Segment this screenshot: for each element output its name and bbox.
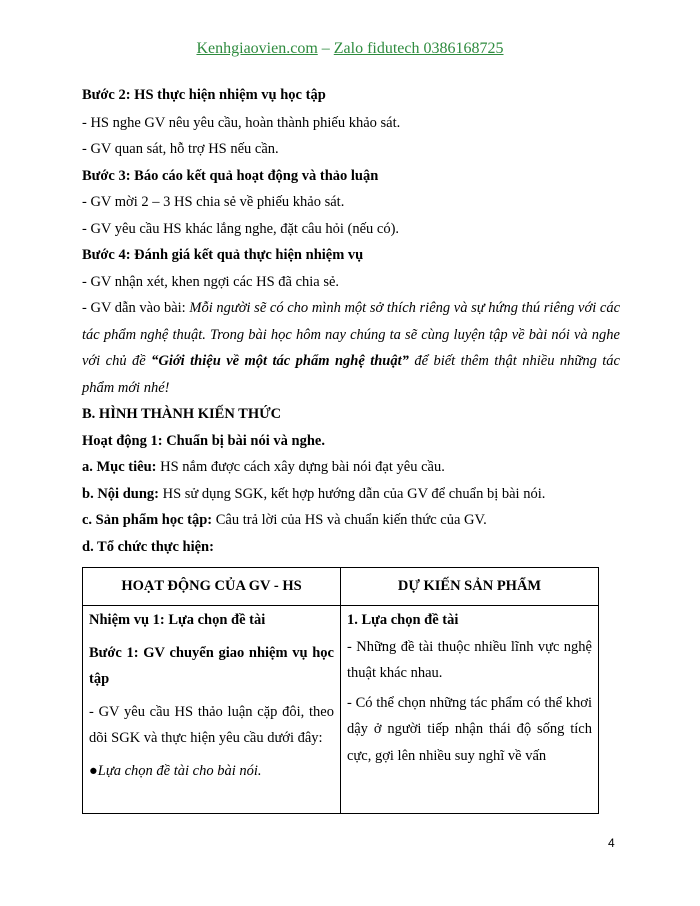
step4-line1: - GV nhận xét, khen ngợi các HS đã chia sẻ. — [82, 273, 340, 290]
intro-end: để biết thêm thật nhiều những tác phẩm mới nhé! — [82, 353, 620, 396]
topic-selection-title: 1. Lựa chọn đề tài — [347, 612, 459, 628]
content-text: HS sử dụng SGK, kết hợp hướng dẫn của GV để chuẩn bị bài nói. — [158, 485, 546, 502]
intro-paragraph — [82, 295, 620, 401]
intro-topic: “Giới thiệu về một tác phẩm nghệ thuật” — [151, 353, 409, 369]
objective-label: a. Mục tiêu: — [82, 459, 157, 475]
intro-italic: Mỗi người sẽ có cho mình một sở thích riêng và sự hứng thú riêng với các tác phẩm nghệ thuật. Trong bài học hôm nay chúng ta sẽ cùng luyện tập về bài nói và nghe với chủ đề — [82, 300, 621, 369]
table-header-row — [83, 568, 599, 606]
topic-point-2: - Có thể chọn những tác phẩm có thể khơi dậy ở người tiếp nhận thái độ sống tích cực, gợi lên nhiều suy nghĩ về vấn — [347, 694, 592, 764]
step2-title: Bước 2: HS thực hiện nhiệm vụ học tập — [82, 87, 326, 103]
page-header — [0, 40, 700, 58]
objective-text: HS nắm được cách xây dựng bài nói đạt yêu cầu. — [156, 459, 445, 475]
step2-line2: - GV quan sát, hỗ trợ HS nếu cần. — [82, 141, 279, 157]
step1-title: Bước 1: GV chuyển giao nhiệm vụ học tập — [89, 644, 334, 687]
task-paragraph: - GV yêu cầu HS thảo luận cặp đôi, theo dõi SGK và thực hiện yêu cầu dưới đây: — [89, 703, 334, 746]
bullet-item: ●Lựa chọn đề tài cho bài nói. — [89, 762, 262, 779]
left-cell — [83, 606, 341, 814]
table-row — [83, 606, 599, 814]
document-body — [82, 82, 622, 560]
header-site[interactable]: Kenhgiaovien.com — [196, 40, 318, 57]
objective-line — [82, 454, 622, 481]
step3-line2: - GV yêu cầu HS khác lắng nghe, đặt câu hỏi (nếu có). — [82, 220, 400, 237]
intro-prefix: - GV dẫn vào bài: — [82, 300, 190, 316]
header-contact[interactable]: Zalo fidutech 0386168725 — [333, 40, 504, 57]
task1-title: Nhiệm vụ 1: Lựa chọn đề tài — [89, 612, 266, 628]
step4-title: Bước 4: Đánh giá kết quả thực hiện nhiệm vụ — [82, 247, 364, 263]
product-line — [82, 507, 622, 534]
activity1-heading: Hoạt động 1: Chuẩn bị bài nói và nghe. — [82, 432, 325, 449]
topic-point-1: - Những đề tài thuộc nhiều lĩnh vực nghệ thuật khác nhau. — [347, 638, 592, 681]
header-sep: – — [317, 40, 334, 57]
col-header-products: DỰ KIẾN SẢN PHẨM — [341, 568, 599, 606]
organization-label: d. Tổ chức thực hiện: — [82, 538, 214, 555]
right-cell — [341, 606, 599, 814]
section-b-heading: B. HÌNH THÀNH KIẾN THỨC — [82, 406, 282, 422]
content-line — [82, 481, 622, 508]
product-label: c. Sản phẩm học tập: — [82, 512, 213, 528]
activity-table — [82, 567, 599, 814]
col-header-activities: HOẠT ĐỘNG CỦA GV - HS — [83, 568, 341, 606]
content-label: b. Nội dung: — [82, 485, 159, 502]
step3-title: Bước 3: Báo cáo kết quả hoạt động và thảo luận — [82, 167, 379, 184]
step2-line1: - HS nghe GV nêu yêu cầu, hoàn thành phiếu khảo sát. — [82, 114, 401, 131]
step3-line1: - GV mời 2 – 3 HS chia sẻ về phiếu khảo sát. — [82, 194, 345, 210]
product-text: Câu trả lời của HS và chuẩn kiến thức của GV. — [212, 512, 487, 528]
page-number: 4 — [608, 836, 615, 850]
